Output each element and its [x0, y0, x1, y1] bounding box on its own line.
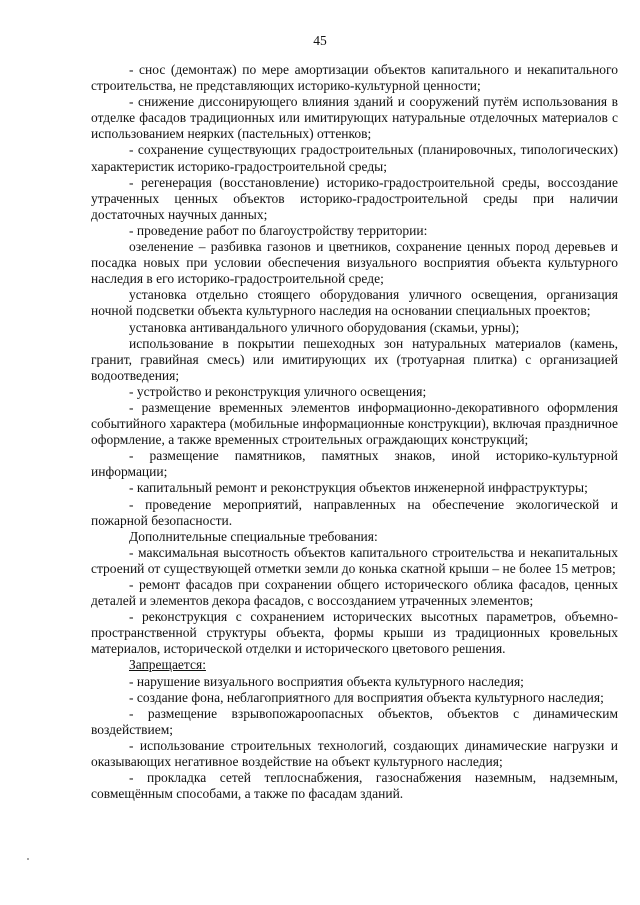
paragraph: - создание фона, неблагоприятного для восприятия объекта культурного наследия;	[129, 689, 604, 705]
paragraph: использование в покрытии пешеходных зон натуральных материалов (камень, гранит, гравийная смесь) или имитирующих их (тротуарная плитка) с организацией водоотведения;	[91, 335, 618, 383]
paragraph: установка антивандального уличного оборудования (скамьи, урны);	[129, 319, 520, 335]
section-heading-additional-requirements: Дополнительные специальные требования:	[129, 528, 378, 544]
paragraph: - сохранение существующих градостроительных (планировочных, типологических) характеристик историко-градостроительной среды;	[91, 142, 618, 174]
paragraph: - размещение временных элементов информационно-декоративного оформления событийного характера (мобильные информационные конструкции), включая праздничное оформление, а также временных строительных ограждающих конструкций;	[91, 399, 618, 448]
paragraph: установка отдельно стоящего оборудования уличного освещения, организация ночной подсветки объекта культурного наследия на основании специальных проектов;	[91, 287, 618, 319]
paragraph: - проведение работ по благоустройству территории:	[129, 222, 428, 238]
paragraph: - реконструкция с сохранением исторических высотных параметров, объемно-пространственной структуры объекта, формы крыши из традиционных кровельных материалов, исторической отделки и исторического цветового решения.	[91, 609, 618, 657]
paragraph: - прокладка сетей теплоснабжения, газоснабжения наземным, надземным, совмещённым способами, а также по фасадам зданий.	[91, 770, 618, 802]
paragraph: - максимальная высотность объектов капитального строительства и некапитальных строений от существующей отметки земли до конька скатной крыши – не более 15 метров;	[91, 544, 618, 576]
paragraph: - размещение взрывопожароопасных объектов, объектов с динамическим воздействием;	[91, 705, 618, 737]
paragraph-prohibited	[91, 657, 618, 673]
document-body	[91, 62, 618, 802]
paragraph: - устройство и реконструкция уличного освещения;	[129, 383, 427, 399]
paragraph: - снижение диссонирующего влияния зданий и сооружений путём использования в отделке фасадов традиционных или имитирующих натуральные отделочных материалов с использованием неярких (пастельных) оттенков;	[91, 94, 618, 142]
paragraph: - регенерация (восстановление) историко-градостроительной среды, воссоздание утраченных ценных объектов историко-градостроительной среды при наличии достаточных научных данных;	[91, 174, 618, 222]
paragraph: - нарушение визуального восприятия объекта культурного наследия;	[129, 673, 524, 689]
section-heading-prohibited: Запрещается:	[129, 657, 206, 673]
paragraph: - использование строительных технологий, создающих динамические нагрузки и оказывающих негативное воздействие на объект культурного наследия;	[91, 737, 618, 770]
paragraph: - ремонт фасадов при сохранении общего исторического облика фасадов, ценных деталей и элементов декора фасадов, с воссозданием утраченных элементов;	[91, 577, 618, 609]
page-number: 45	[313, 33, 327, 48]
scan-dot	[27, 858, 29, 860]
paragraph: озеленение – разбивка газонов и цветников, сохранение ценных пород деревьев и посадка новых при условии обеспечения визуального восприятия объекта культурного наследия в его историко-градостроительной среде;	[91, 239, 618, 287]
paragraph: - капитальный ремонт и реконструкция объектов инженерной инфраструктуры;	[129, 480, 588, 496]
paragraph: - проведение мероприятий, направленных на обеспечение экологической и пожарной безопасности.	[91, 496, 618, 528]
paragraph: - снос (демонтаж) по мере амортизации объектов капитального и некапитального строительства, не представляющих историко-культурной ценности;	[91, 62, 618, 94]
paragraph: - размещение памятников, памятных знаков, иной историко-культурной информации;	[91, 448, 618, 480]
